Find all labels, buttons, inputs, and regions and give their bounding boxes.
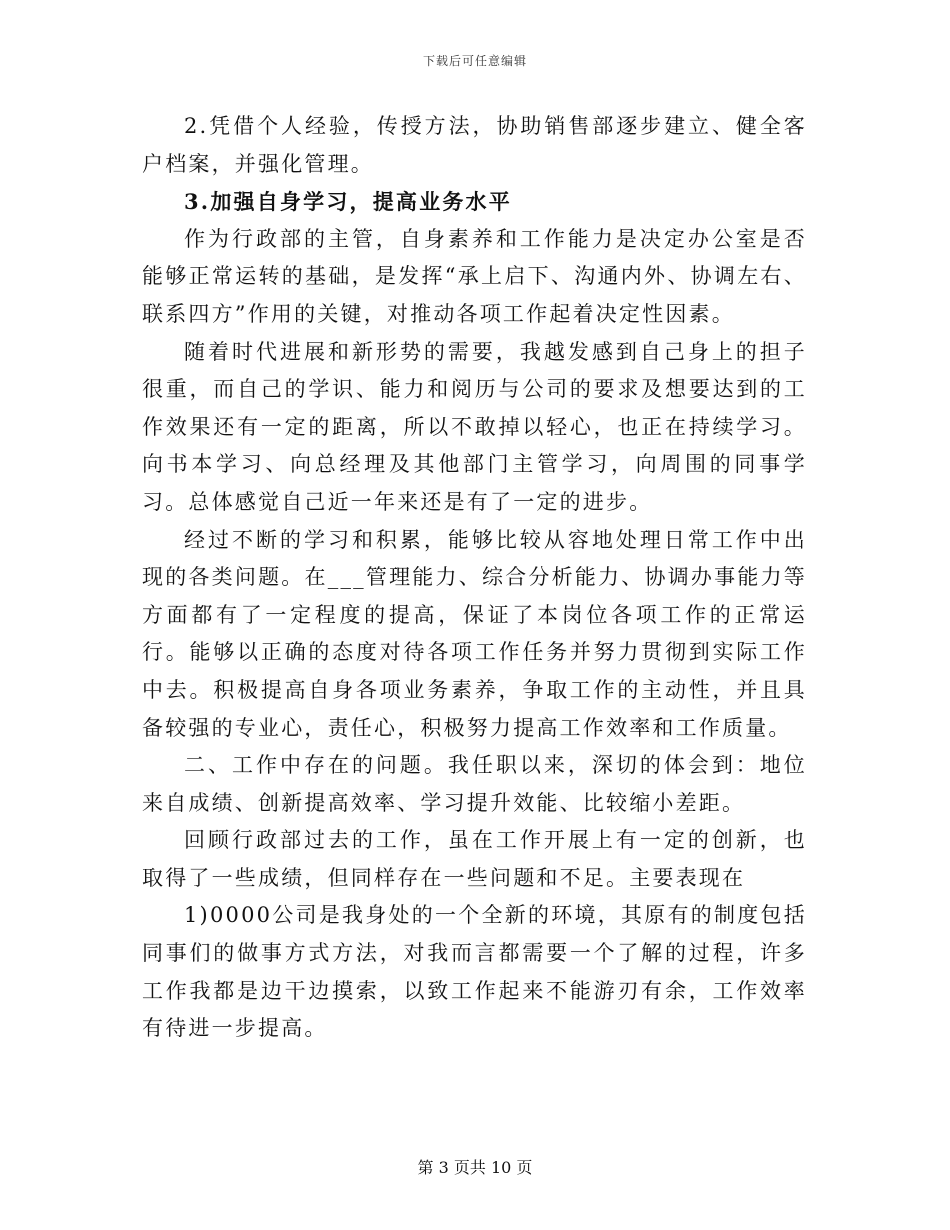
section-heading-self-study: 3.加强自身学习，提高业务水平 [184, 189, 512, 215]
paragraph-existing-problems: 二、工作中存在的问题。我任职以来，深切的体会到：地位来自成绩、创新提高效率、学习提升效能、比较缩小差距。 [142, 753, 807, 815]
paragraph-customer-archives: 2.凭借个人经验，传授方法，协助销售部逐步建立、健全客户档案，并强化管理。 [142, 114, 807, 176]
paragraph-accumulated-skills: 经过不断的学习和积累，能够比较从容地处理日常工作中出现的各类问题。在___管理能力、综合分析能力、协调办事能力等方面都有了一定程度的提高，保证了本岗位各项工作的正常运行。能够以正确的态度对待各项工作任务并努力贯彻到实际工作中去。积极提高自身各项业务素养，争取工作的主动性，并且具备较强的专业心，责任心，积极努力提高工作效率和工作质量。 [142, 527, 807, 740]
page-number: 第 3 页共 10 页 [417, 1158, 533, 1177]
paragraph-review: 回顾行政部过去的工作，虽在工作开展上有一定的创新，也取得了一些成绩，但同样存在一些问题和不足。主要表现在 [142, 828, 807, 890]
paragraph-new-environment: 1)0000公司是我身处的一个全新的环境，其原有的制度包括同事们的做事方式方法，对我而言都需要一个了解的过程，许多工作我都是边干边摸索，以致工作起来不能游刃有余，工作效率有待进一步提高。 [142, 903, 807, 1041]
page-header: 下载后可任意编辑 [422, 54, 527, 68]
paragraph-supervisor-role: 作为行政部的主管，自身素养和工作能力是决定办公室是否能够正常运转的基础，是发挥“承上启下、沟通内外、协调左右、联系四方”作用的关键，对推动各项工作起着决定性因素。 [142, 226, 807, 326]
document-body [142, 108, 807, 1048]
paragraph-continuous-learning: 随着时代进展和新形势的需要，我越发感到自己身上的担子很重，而自己的学识、能力和阅历与公司的要求及想要达到的工作效果还有一定的距离，所以不敢掉以轻心，也正在持续学习。向书本学习、向总经理及其他部门主管学习，向周围的同事学习。总体感觉自己近一年来还是有了一定的进步。 [142, 339, 807, 514]
